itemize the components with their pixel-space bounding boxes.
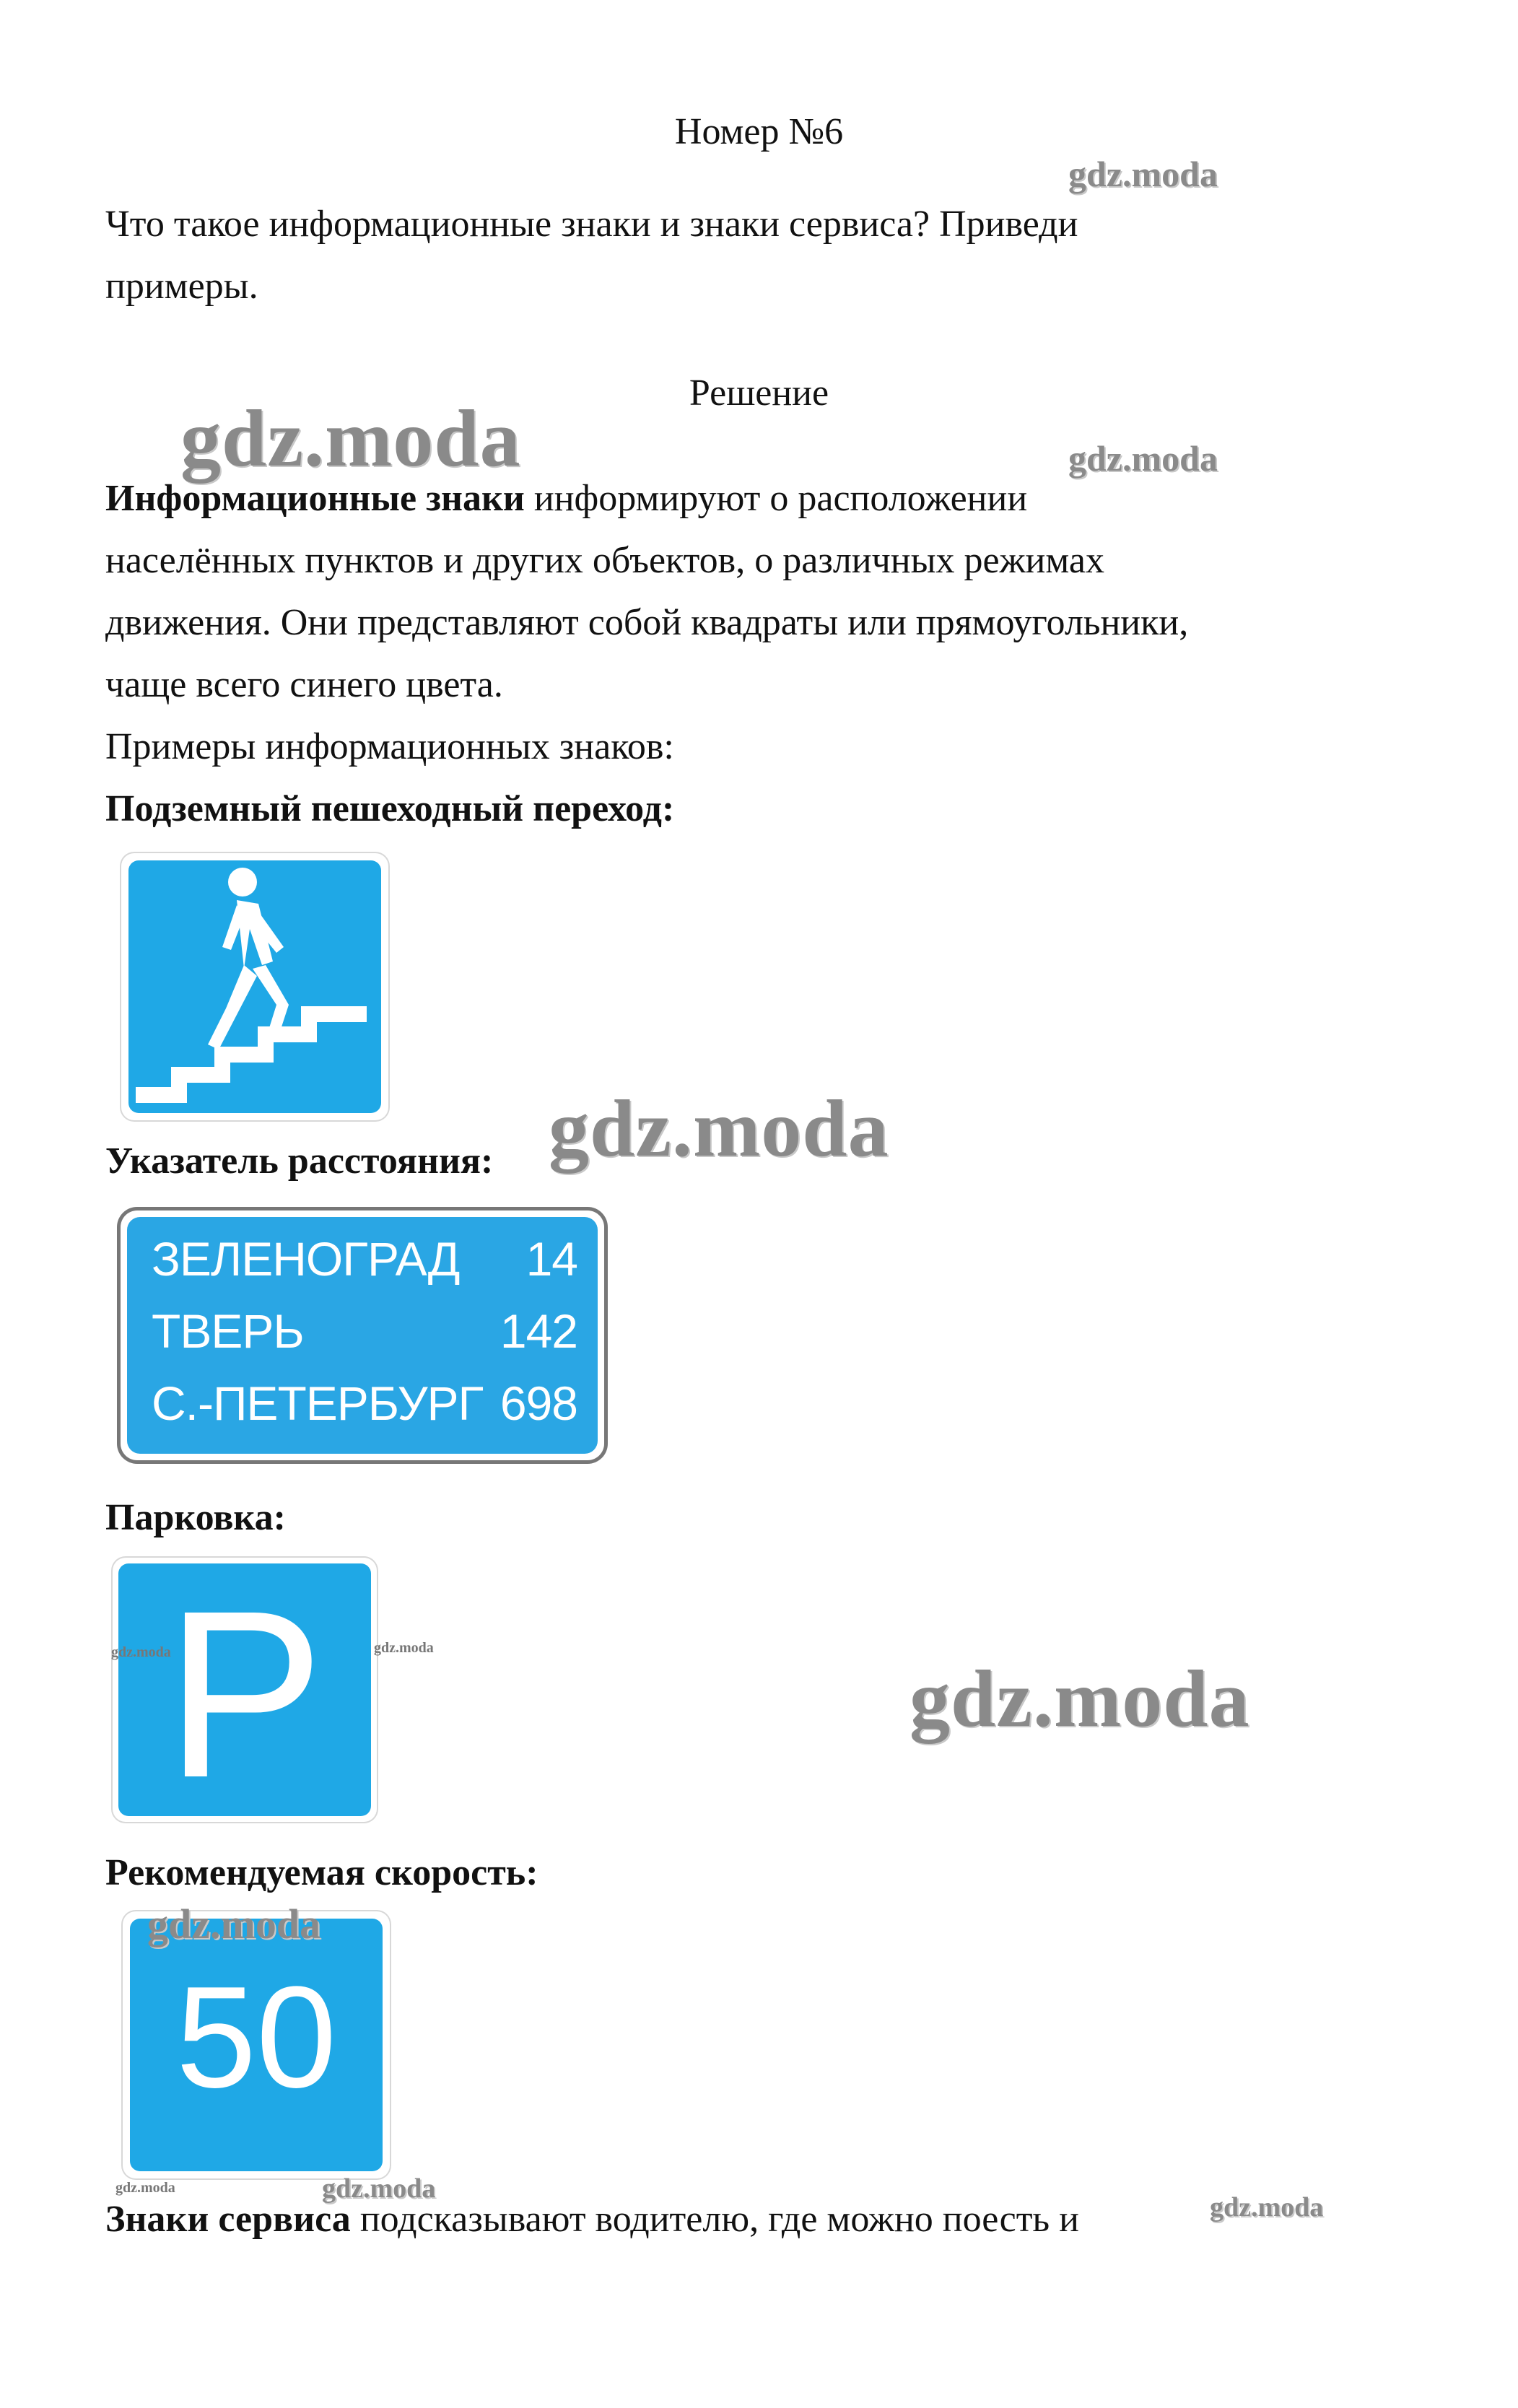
underground-crossing-sign-face: [128, 860, 381, 1113]
distance-row: [152, 1369, 577, 1438]
distance-indicator-face: [127, 1217, 598, 1454]
parking-letter-icon: [118, 1563, 371, 1816]
recommended-speed-sign-face: [130, 1919, 383, 2171]
term-informational-signs: Информационные знаки: [105, 478, 525, 519]
recommended-speed-sign: [123, 1911, 390, 2178]
distance-indicator-sign: [117, 1207, 608, 1464]
watermark: gdz.moda: [1210, 2192, 1324, 2222]
parking-letter: P: [165, 1563, 325, 1816]
solution-heading: Решение: [689, 372, 829, 414]
paragraph-line-4: чаще всего синего цвета.: [105, 664, 503, 705]
distance-city: ЗЕЛЕНОГРАД: [152, 1232, 460, 1286]
watermark: gdz.moda: [1068, 154, 1218, 194]
parking-sign: [113, 1558, 377, 1822]
distance-km: 142: [500, 1304, 577, 1358]
examples-intro: Примеры информационных знаков:: [105, 726, 674, 767]
watermark: gdz.moda: [374, 1640, 434, 1656]
example-label-parking: Парковка:: [105, 1497, 286, 1538]
underground-crossing-sign: [121, 853, 388, 1120]
speed-value: 50: [175, 1957, 337, 2118]
watermark: gdz.moda: [910, 1654, 1250, 1744]
paragraph-line-3: движения. Они представляют собой квадраты или прямоугольники,: [105, 602, 1189, 643]
example-label-distance-indicator: Указатель расстояния:: [105, 1140, 494, 1182]
paragraph-line-2: населённых пунктов и других объектов, о различных режимах: [105, 540, 1104, 581]
watermark: gdz.moda: [1068, 438, 1218, 479]
watermark: gdz.moda: [549, 1084, 889, 1174]
service-signs-line: [105, 2189, 1079, 2251]
page-title: Номер №6: [674, 111, 844, 152]
parking-sign-face: [118, 1563, 371, 1816]
paragraph-line-1-rest: информируют о расположении: [524, 478, 1028, 519]
distance-row: [152, 1224, 577, 1294]
example-label-recommended-speed: Рекомендуемая скорость:: [105, 1852, 538, 1893]
watermark: gdz.moda: [147, 1901, 321, 1947]
example-label-underground-crossing: Подземный пешеходный переход:: [105, 788, 675, 829]
pedestrian-stairs-icon: [128, 860, 381, 1113]
question-line-1: Что такое информационные знаки и знаки сервиса? Приведи: [105, 204, 1078, 245]
term-service-signs: Знаки сервиса: [105, 2199, 351, 2240]
watermark: gdz.moda: [111, 1644, 171, 1660]
service-signs-rest: подсказывают водителю, где можно поесть и: [350, 2199, 1079, 2240]
distance-city: С.-ПЕТЕРБУРГ: [152, 1377, 484, 1430]
question-line-2: примеры.: [105, 266, 258, 307]
distance-km: 14: [525, 1232, 577, 1286]
watermark: gdz.moda: [115, 2180, 175, 2196]
distance-row: [152, 1296, 577, 1366]
distance-km: 698: [500, 1377, 577, 1430]
watermark: gdz.moda: [322, 2173, 436, 2204]
watermark: gdz.moda: [180, 394, 521, 484]
distance-city: ТВЕРЬ: [152, 1304, 304, 1358]
